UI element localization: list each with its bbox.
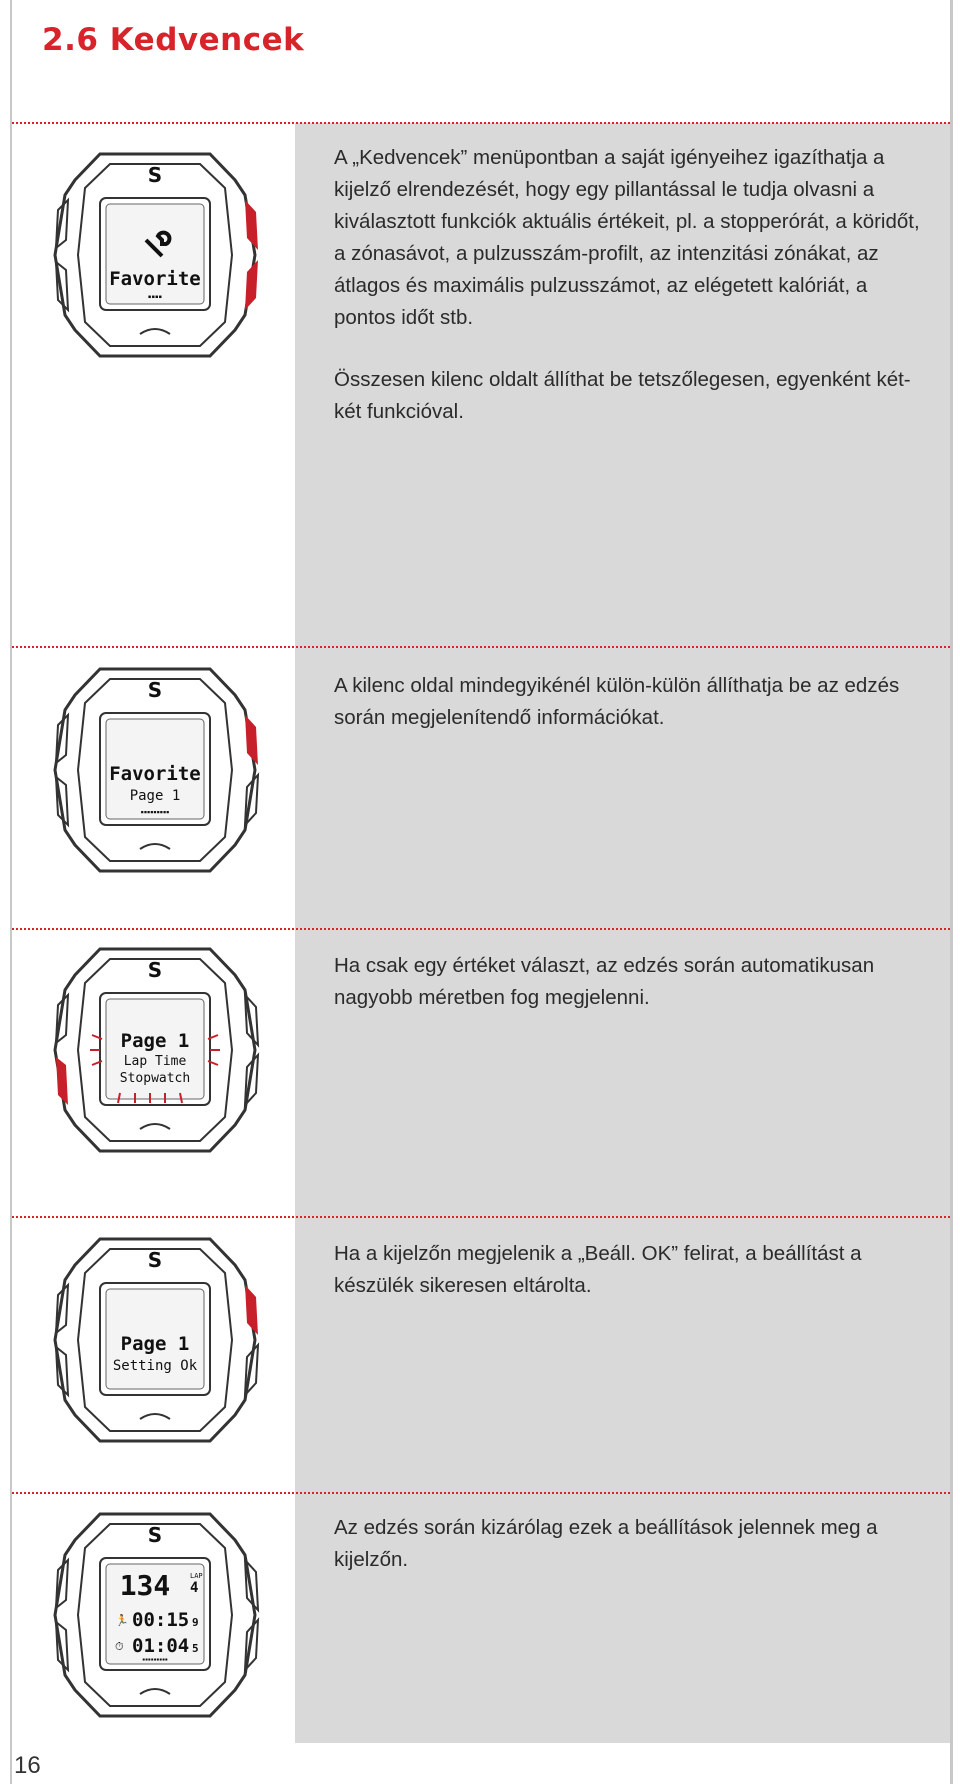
page-indicator-dots: ▪▪▪▪▪▪▪▪▪ [140,807,170,817]
watch-illustration-favorite-menu [40,140,270,370]
lcd-line-1: Page 1 [120,1333,190,1355]
lcd-line-2: Setting Ok [112,1358,198,1374]
section-5-text [334,1512,924,1606]
section-divider [12,1216,950,1218]
lap-label: LAP [190,1572,203,1580]
page-indicator-dots: ▪▪▪▪▪▪▪▪▪ [142,1655,168,1664]
watch-illustration-favorite-page [40,655,270,885]
lcd-line-1: Favorite [109,268,201,290]
section-divider [12,1492,950,1494]
section-divider [12,928,950,930]
lcd-line-1: Favorite [109,763,201,785]
page-indicator-dots: ▪▪▪▪ [147,292,163,303]
lcd-line-1: Page 1 [120,1030,190,1052]
total-time-value: 01:04 [132,1635,190,1657]
section-4-text [334,1238,924,1332]
paragraph: A kilenc oldal mindegyikénél külön-külön állíthatja be az edzés során megjelenítendő információkat. [334,674,900,729]
lcd-line-2: Lap Time [123,1054,187,1069]
page-frame-right [950,0,953,1784]
lcd-line-2: Page 1 [129,788,181,804]
brand-logo: S [147,1248,163,1272]
section-1-text [334,142,924,458]
paragraph: Ha a kijelzőn megjelenik a „Beáll. OK” felirat, a beállítást a készülék sikeresen eltárolta. [334,1242,862,1297]
watch-illustration-training-display [40,1500,270,1730]
page-number: 16 [14,1752,41,1779]
lap-time-value: 00:15 [132,1609,190,1631]
brand-logo: S [147,678,163,702]
watch-illustration-page-values [40,935,270,1165]
lcd-line-3: Stopwatch [119,1071,191,1086]
heart-rate-value: 134 [119,1569,171,1602]
brand-logo: S [147,958,163,982]
brand-logo: S [147,163,163,187]
stopwatch-icon: ⏱ [115,1641,124,1653]
page-frame-left [10,0,12,1784]
paragraph: Összesen kilenc oldalt állíthat be tetszőlegesen, egyenként két-két funkcióval. [334,368,911,423]
brand-logo: S [147,1523,163,1547]
lap-time-tenth: 9 [192,1616,199,1629]
watch-illustration-setting-ok [40,1225,270,1455]
page-title: 2.6 Kedvencek [42,22,305,58]
section-3-text [334,950,924,1044]
total-time-tenth: 5 [192,1642,199,1655]
lap-number: 4 [190,1580,199,1596]
section-divider [12,122,950,124]
runner-icon: 🏃 [115,1615,129,1627]
paragraph: Ha csak egy értéket választ, az edzés során automatikusan nagyobb méretben fog megjelenni. [334,954,875,1009]
section-2-text [334,670,924,764]
paragraph: Az edzés során kizárólag ezek a beállítások jelennek meg a kijelzőn. [334,1516,878,1571]
section-divider [12,646,950,648]
paragraph: A „Kedvencek” menüpontban a saját igényeihez igazíthatja a kijelző elrendezését, hogy egy pillantással le tudja olvasni a kiválasztott funkciók aktuális értékeit, pl. a stopperórát, a köridőt, a zónasávot, a pulzusszám-profilt, az intenzitási zónákat, az átlagos és maximális pulzusszámot, az elégetett kalóriát, a pontos időt stb. [334,146,920,329]
